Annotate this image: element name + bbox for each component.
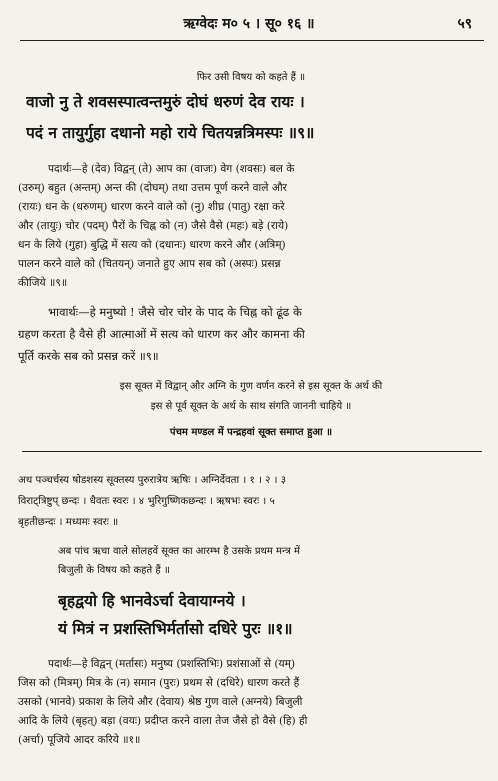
summary-line: इस से पूर्व सूक्त के अर्थ के साथ संगति जाननी चाहिये ॥	[150, 401, 352, 412]
section-rule	[22, 451, 482, 452]
bhavartha-line: ग्रहण करता है वैसे ही आत्माओं में सत्य को धारण कर और कामना की	[18, 327, 305, 341]
page-number: ५९	[457, 16, 472, 32]
padartha-line: धन के लिये (गुहा) बुद्धि में सत्य को (दधानः) धारण करने और (अत्रिम्)	[18, 239, 286, 251]
meta-line: बृहतीछन्दः । मध्यमः स्वरः ॥	[18, 517, 119, 528]
padartha-line: आदि के लिये (बृहत्) बड़ा (वयः) प्रदीप्त करने वाला तेज जैसे हो वैसे (हि) ही	[18, 715, 308, 727]
section-intro: बिजुली के विषय को कहते हैं ॥	[58, 565, 170, 576]
padartha-line: पदार्थः—हे (देव) विद्वन् (ते) आप का (वाजः) वेग (शवसः) बल के	[48, 163, 295, 175]
summary-line: इस सूक्त में विद्वान् और अग्नि के गुण वर्णन करने से इस सूक्त के अर्थ की	[119, 381, 383, 392]
padartha-line: (अर्चा) पूजिये आदर करिये ॥१॥	[18, 734, 141, 746]
mantra-line: यं मित्रं न प्रशस्तिभिर्मर्तासो दधिरे पुरः ॥१॥	[58, 619, 293, 638]
closing-line: पंचम मण्डल में पन्द्रहवां सूक्त समाप्त हुआ ॥	[169, 427, 333, 438]
padartha-line: पदार्थः—हे विद्वन् (मर्तासः) मनुष्य (प्रशस्तिभिः) प्रशंसाओं से (यम्)	[48, 658, 296, 670]
running-title: ऋग्वेदः म० ५ । सू० १६ ॥	[183, 16, 315, 32]
padartha-line: कीजिये ॥९॥	[18, 277, 68, 289]
padartha-line: (उरुम्) बहुत (अन्तम्) अन्त की (दोघम्) तथा उत्तम पूर्ण करने वाले और	[18, 182, 288, 194]
mantra-line: बृहद्वयो हि भानवेऽर्चा देवायाग्नये ।	[58, 591, 246, 610]
bhavartha-line: भावार्थः—हे मनुष्यो ! जैसे चोर चोर के पाद के चिह्न को ढूंढ के	[48, 305, 302, 319]
padartha-line: और (तायुः) चोर (पदम्) पैरों के चिह्न को (न) जैसे वैसे (महः) बड़े (राये)	[18, 220, 289, 232]
mantra-line: वाजो नु ते शवसस्पात्वन्तमुरुं दोघं धरुणं देव रायः ।	[26, 92, 305, 111]
header-rule	[20, 40, 484, 41]
padartha-line: (रायः) धन के (धरुणम्) धारण करने वाले को (नु) शीघ्र (पातु) रक्षा करे	[18, 201, 285, 213]
meta-line: विराट्त्रिष्टुप् छन्दः । धैवतः स्वरः । ४ भुरिगुष्णिकछन्दः । ऋषभः स्वरः । ५	[18, 496, 275, 507]
section-intro: फिर उसी विषय को कहते हैं ॥	[196, 72, 306, 83]
padartha-line: पालन करने वाले को (चितयन्) जनाते हुए आप सब को (अस्पः) प्रसन्न	[18, 258, 281, 270]
page-header	[0, 14, 498, 38]
padartha-line: जिस को (मित्रम्) मित्र के (न) समान (पुरः) प्रथम से (दधिरे) धारण करते हैं	[18, 677, 300, 689]
section-intro: अब पांच ऋचा वाले सोलहवें सूक्त का आरम्भ है उसके प्रथम मन्त्र में	[58, 546, 300, 557]
padartha-line: उसको (भानवे) प्रकाश के लिये और (देवाय) श्रेष्ठ गुण वाले (अग्नये) बिजुली	[18, 696, 303, 708]
mantra-line: पदं न तायुर्गुहा दधानो महो राये चितयन्नत्रिमस्पः ॥९॥	[26, 123, 315, 142]
meta-line: अथ पञ्चर्चस्य षोडशस्य सूक्तस्य पुरुरात्रेय ऋषिः । अग्निर्देवता । १ । २ । ३	[18, 475, 287, 486]
bhavartha-line: पूर्ति करके सब को प्रसन्न करें ॥९॥	[18, 349, 159, 363]
